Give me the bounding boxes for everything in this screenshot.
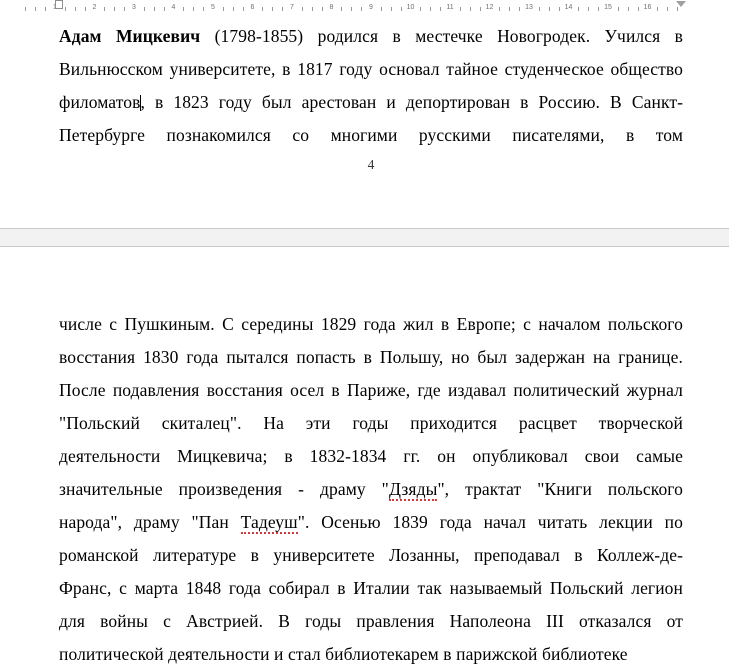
ruler-tick [657, 7, 658, 11]
ruler-number: 2 [92, 4, 97, 11]
ruler-number: 15 [604, 4, 612, 11]
paragraph-line: деятельности Мицкевича; в 1832-1834 гг. он опубликовал свои самые [59, 446, 683, 466]
ruler-tick [114, 7, 115, 11]
ruler-tick [667, 7, 668, 11]
ruler-tick [35, 7, 36, 11]
paragraph-line: "Польский скиталец". На эти годы приходится расцвет творческой [59, 413, 683, 433]
ruler-ticks [0, 3, 729, 13]
page-break-gap [0, 228, 729, 247]
paragraph-1-text-a: (1798-1855) родился в местечке Новогродек. Учился в Вильнюсском университете, в 1817 году основал тайное студенческое общество филоматов [59, 26, 683, 112]
paragraph-line: народа", драму "Пан Тадеуш". Осенью 1839 года начал читать лекции по [59, 512, 683, 532]
ruler-tick [598, 7, 599, 11]
ruler-tick [361, 7, 362, 11]
ruler-number: 5 [211, 4, 215, 11]
ruler-tick [588, 7, 589, 11]
ruler-tick [302, 7, 303, 11]
ruler-number: 14 [564, 4, 573, 11]
ruler-tick [677, 7, 678, 11]
ruler-tick [322, 7, 323, 11]
paragraph-line: значительные произведения - драму "Дзяды", трактат "Книги польского [59, 479, 683, 499]
ruler-tick [460, 7, 461, 11]
ruler-tick [193, 7, 194, 11]
paragraph-line: числе с Пушкиным. С середины 1829 года жил в Европе; с началом польского [59, 314, 683, 334]
ruler-tick [578, 7, 579, 11]
paragraph-line: восстания 1830 года пытался попасть в Польшу, но был задержан на границе. [59, 347, 683, 367]
ruler-tick [233, 7, 234, 11]
ruler-tick [509, 7, 510, 11]
ruler-tick [262, 7, 263, 11]
paragraph-line: романской литературе в университете Лозанны, преподавал в Коллеж-де- [59, 545, 683, 565]
ruler-tick [638, 7, 639, 11]
ruler-tick [341, 7, 342, 11]
ruler-tick [420, 7, 421, 11]
ruler-tick [391, 7, 392, 11]
ruler-tick [104, 7, 105, 11]
paragraph-1[interactable] [59, 20, 683, 152]
ruler-tick [430, 7, 431, 11]
ruler-tick [499, 7, 500, 11]
right-indent-handle[interactable] [676, 1, 686, 7]
document-page-1[interactable] [0, 16, 729, 228]
ruler-number: 13 [525, 4, 533, 11]
spelling-error-word[interactable]: Дзяды [388, 479, 438, 499]
ruler-tick [559, 7, 560, 11]
ruler-tick [628, 7, 629, 11]
ruler-tick [401, 7, 402, 11]
ruler-tick [85, 7, 86, 11]
paragraph-1-text-b: , в 1823 году был арестован и депортирован в Россию. В Санкт-Петербурге познакомился со многими русскими писателями, в том [59, 92, 683, 145]
page-number-footer: 4 [367, 157, 375, 172]
ruler-tick [243, 7, 244, 11]
ruler-tick [45, 7, 46, 11]
ruler-number: 8 [329, 4, 334, 11]
ruler-tick [223, 7, 224, 11]
ruler-number: 4 [171, 4, 176, 11]
ruler-tick [480, 7, 481, 11]
person-name-bold: Адам Мицкевич [59, 26, 201, 46]
ruler-number: 9 [369, 4, 373, 11]
horizontal-ruler[interactable] [0, 0, 729, 16]
ruler-tick [183, 7, 184, 11]
left-indent-handle[interactable] [55, 0, 63, 9]
ruler-number: 7 [290, 4, 294, 11]
ruler-tick [203, 7, 204, 11]
ruler-tick [272, 7, 273, 11]
spelling-error-word[interactable]: Тадеуш [240, 512, 298, 532]
ruler-tick [154, 7, 155, 11]
ruler-number: 10 [406, 4, 415, 11]
ruler-tick [519, 7, 520, 11]
ruler-tick [65, 7, 66, 11]
ruler-tick [164, 7, 165, 11]
ruler-tick [470, 7, 471, 11]
ruler-tick [25, 7, 26, 11]
ruler-tick [381, 7, 382, 11]
ruler-tick [539, 7, 540, 11]
ruler-tick [75, 7, 76, 11]
ruler-tick [440, 7, 441, 11]
ruler-number: 12 [485, 4, 494, 11]
ruler-number: 3 [132, 4, 136, 11]
ruler-tick [549, 7, 550, 11]
ruler-tick [124, 7, 125, 11]
ruler-tick [144, 7, 145, 11]
ruler-tick [312, 7, 313, 11]
paragraph-line: для войны с Австрией. В годы правления Наполеона III отказался от [59, 611, 683, 631]
ruler-tick [282, 7, 283, 11]
ruler-tick [618, 7, 619, 11]
ruler-number: 11 [446, 4, 454, 11]
paragraph-2[interactable] [59, 308, 683, 671]
paragraph-line: После подавления восстания осел в Париже, где издавал политический журнал [59, 380, 683, 400]
ruler-number: 16 [643, 4, 652, 11]
document-page-2[interactable] [0, 248, 729, 664]
ruler-number: 6 [250, 4, 255, 11]
paragraph-line: политической деятельности и стал библиотекарем в парижской библиотеке [59, 644, 628, 664]
paragraph-line: Франс, с марта 1848 года собирал в Италии так называемый Польский легион [59, 578, 683, 598]
ruler-tick [351, 7, 352, 11]
